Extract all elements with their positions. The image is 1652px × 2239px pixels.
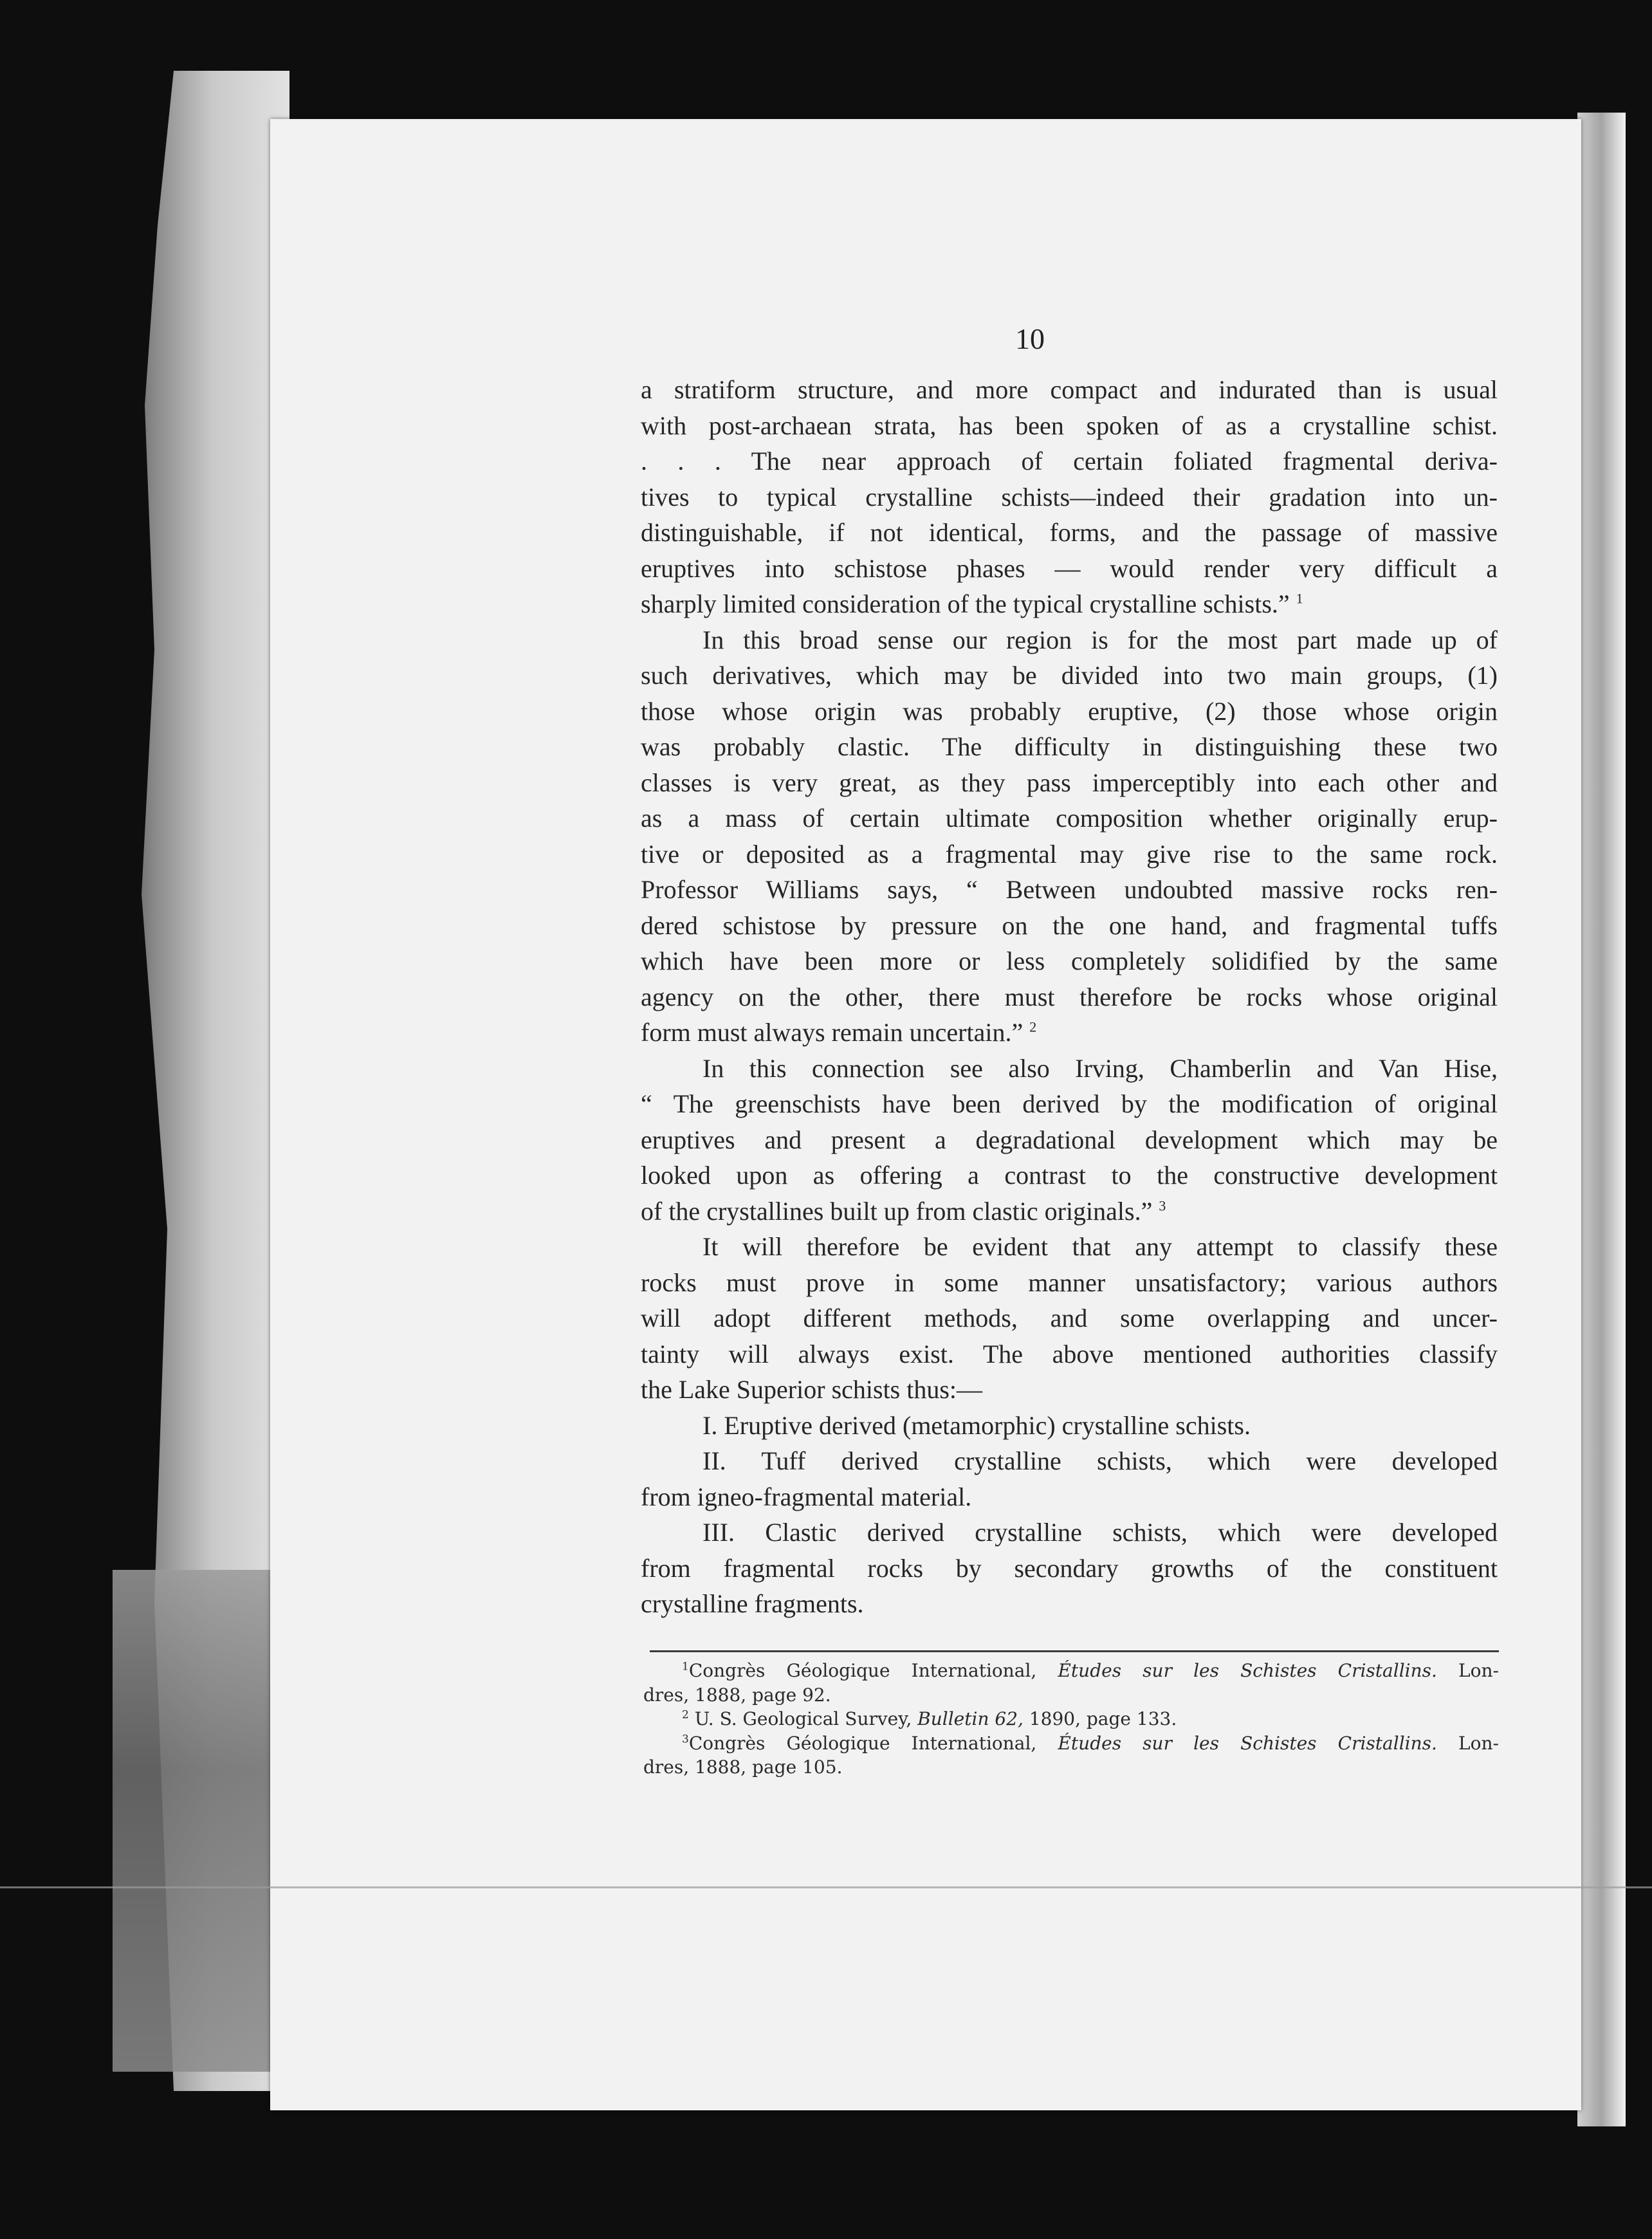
text-line-content: crystalline fragments.: [641, 1589, 864, 1618]
text-line: [641, 443, 1498, 479]
text-line: [641, 1086, 1498, 1122]
text-line: [641, 1265, 1498, 1301]
text-line-content: tives to typical crystalline schists—indeed their gradation into un-: [641, 482, 1498, 511]
footnote-3-text: Congrès Géologique International,: [688, 1732, 1058, 1754]
text-line-content: distinguishable, if not identical, forms, and the passage of massive: [641, 518, 1498, 547]
text-line: [641, 622, 1498, 658]
footnotes: [643, 1659, 1499, 1780]
text-line: [641, 1193, 1498, 1230]
text-line: [641, 1051, 1498, 1087]
text-line: [641, 1551, 1498, 1587]
text-line-content: eruptives into schistose phases — would render very difficult a: [641, 553, 1498, 583]
footnote-2: [643, 1707, 1499, 1731]
text-line-content: as a mass of certain ultimate composition whether originally erup-: [641, 804, 1498, 833]
text-line-content: Professor Williams says, “ Between undoubted massive rocks ren-: [641, 875, 1498, 904]
text-line-content: dered schistose by pressure on the one hand, and fragmental tuffs: [641, 910, 1498, 940]
footnote-1: [643, 1659, 1499, 1683]
text-line-content: II. Tuff derived crystalline schists, which were developed: [702, 1446, 1498, 1475]
footnote-3: [643, 1731, 1499, 1756]
text-line: [641, 586, 1498, 622]
text-line: [641, 1479, 1498, 1515]
text-line: [641, 979, 1498, 1015]
text-line: [641, 515, 1498, 551]
text-line-content: In this broad sense our region is for the most part made up of: [702, 625, 1498, 654]
text-line-content: sharply limited consideration of the typical crystalline schists.”: [641, 589, 1290, 618]
text-line-content: from fragmental rocks by secondary growths of the constituent: [641, 1553, 1498, 1583]
footnote-1-text: Congrès Géologique International,: [688, 1660, 1058, 1681]
text-line-content: from igneo-fragmental material.: [641, 1482, 972, 1511]
page-number: 10: [1015, 322, 1045, 355]
footnote-2-title: Bulletin 62,: [917, 1708, 1023, 1729]
text-line: [641, 1408, 1498, 1444]
footnote-2-mark: 2: [682, 1708, 689, 1722]
footnote-2-tail: 1890, page 133.: [1023, 1708, 1177, 1729]
text-line-content: which have been more or less completely solidified by the same: [641, 946, 1498, 975]
footnote-reference: 1: [1296, 590, 1303, 607]
text-line-content: I. Eruptive derived (metamorphic) crystalline schists.: [702, 1410, 1251, 1440]
footnote-1-mark: 1: [682, 1660, 689, 1673]
text-line: [641, 729, 1498, 765]
text-line: [641, 1443, 1498, 1479]
text-line-content: It will therefore be evident that any attempt to classify these: [702, 1232, 1498, 1261]
text-line: [641, 1372, 1498, 1408]
footnote-1-tail: Lon-: [1436, 1660, 1499, 1681]
text-line-content: agency on the other, there must therefore be rocks whose original: [641, 982, 1498, 1011]
text-line: [641, 372, 1498, 408]
text-line: [641, 872, 1498, 908]
footnote-3-continuation: dres, 1888, page 105.: [643, 1756, 843, 1778]
text-line-content: looked upon as offering a contrast to the constructive development: [641, 1161, 1498, 1190]
text-line-content: eruptives and present a degradational development which may be: [641, 1125, 1498, 1154]
text-line-content: tive or deposited as a fragmental may give rise to the same rock.: [641, 839, 1498, 869]
text-line: [641, 943, 1498, 979]
text-line-content: will adopt different methods, and some overlapping and uncer-: [641, 1304, 1498, 1332]
text-line: [641, 908, 1498, 944]
text-line: [641, 694, 1498, 730]
text-line: [641, 1300, 1498, 1336]
footnote-reference: 2: [1029, 1018, 1037, 1035]
footnote-reference: 3: [1159, 1197, 1166, 1214]
footnote-1-continuation: dres, 1888, page 92.: [643, 1684, 831, 1706]
text-line-content: . . . The near approach of certain foliated fragmental deriva-: [641, 447, 1498, 475]
text-line-content: a stratiform structure, and more compact and indurated than is usual: [641, 375, 1498, 404]
body-text: [641, 372, 1498, 1622]
text-line: [641, 1336, 1498, 1372]
text-line: [641, 800, 1498, 836]
footnote-rule: [650, 1650, 1499, 1652]
footnote-2-text: U. S. Geological Survey,: [694, 1708, 918, 1729]
text-line: [641, 1515, 1498, 1551]
text-line-content: rocks must prove in some manner unsatisfactory; various authors: [641, 1267, 1498, 1297]
footnote-3-title: Études sur les Schistes Cristallins.: [1058, 1732, 1437, 1754]
text-line: [641, 479, 1498, 515]
text-line: [641, 1229, 1498, 1265]
text-line-content: In this connection see also Irving, Chamberlin and Van Hise,: [702, 1053, 1498, 1083]
text-line: [641, 765, 1498, 801]
text-line: [641, 1015, 1498, 1051]
text-line: [641, 1122, 1498, 1158]
text-line-content: III. Clastic derived crystalline schists, which were developed: [702, 1518, 1498, 1547]
text-line: [641, 1157, 1498, 1193]
text-line-content: those whose origin was probably eruptive, (2) those whose origin: [641, 696, 1498, 726]
text-line-content: “ The greenschists have been derived by the modification of original: [641, 1089, 1498, 1118]
text-line: [641, 551, 1498, 587]
text-line-content: form must always remain uncertain.”: [641, 1018, 1023, 1047]
text-line-content: with post-archaean strata, has been spoken of as a crystalline schist.: [641, 410, 1498, 440]
text-line-content: the Lake Superior schists thus:—: [641, 1375, 983, 1404]
text-line: [641, 836, 1498, 872]
text-line: [641, 1586, 1498, 1622]
footnote-3-tail: Lon-: [1436, 1732, 1499, 1754]
text-line-content: such derivatives, which may be divided into two main groups, (1): [641, 661, 1498, 690]
text-line-content: tainty will always exist. The above mentioned authorities classify: [641, 1339, 1498, 1368]
page-right-edge: [1577, 113, 1626, 2126]
scan-artifact-line: [0, 1886, 1652, 1888]
text-line: [641, 408, 1498, 444]
text-line-content: classes is very great, as they pass imperceptibly into each other and: [641, 768, 1498, 797]
page-backing-stain: [113, 1570, 293, 2072]
footnote-3-mark: 3: [682, 1733, 689, 1746]
footnote-1-title: Études sur les Schistes Cristallins.: [1058, 1660, 1437, 1681]
text-line-content: of the crystallines built up from clastic originals.”: [641, 1196, 1153, 1226]
text-line-content: was probably clastic. The difficulty in distinguishing these two: [641, 732, 1498, 761]
text-line: [641, 658, 1498, 694]
